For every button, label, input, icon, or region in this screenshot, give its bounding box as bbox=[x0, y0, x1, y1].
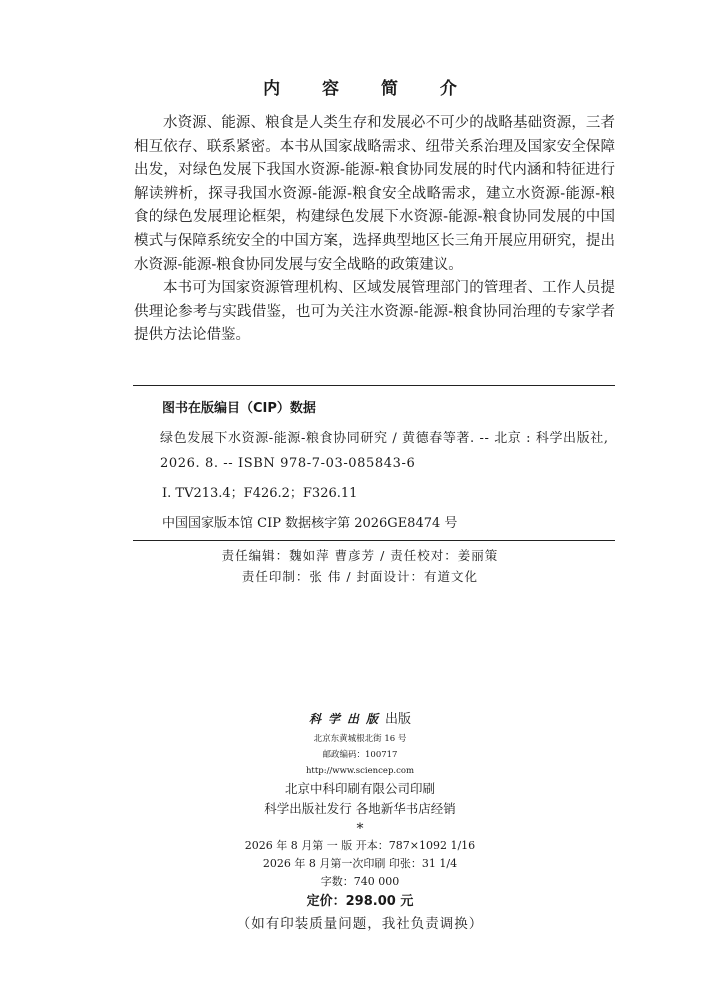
word-count: 字数：740 000 bbox=[320, 875, 400, 888]
intro-paragraph-1: 水资源、能源、粮食是人类生存和发展必不可少的战略基础资源，三者相互依存、联系紧密。本书从国家战略需求、纽带关系治理及国家安全保障出发，对绿色发展下我国水资源-能源-粮食协同发展的时代内涵和特征进行解读辨析，探寻我国水资源-能源-粮食安全战略需求，建立水资源-能源-粮食的绿色发展理论框架，构建绿色发展下水资源-能源-粮食协同发展的中国模式与保障系统安全的中国方案，选择典型地区长三角开展应用研究，提出水资源-能源-粮食协同发展与安全战略的政策建议。 bbox=[134, 115, 615, 273]
printing-line: 2026 年 8 月第一次印刷 印张：31 1/4 bbox=[262, 857, 458, 870]
price: 定价：298.00 元 bbox=[306, 894, 414, 909]
publisher-address: 北京东黄城根北街 16 号 bbox=[313, 734, 407, 744]
publisher-postcode: 邮政编码：100717 bbox=[322, 750, 398, 760]
intro-paragraph-2: 本书可为国家资源管理机构、区域发展管理部门的管理者、工作人员提供理论参考与实践借鉴，也可为关注水资源-能源-粮食协同治理的专家学者提供方法论借鉴。 bbox=[134, 280, 615, 344]
separator-star: * bbox=[356, 821, 364, 837]
publisher-block bbox=[0, 708, 720, 935]
intro-title: 内 容 简 介 bbox=[263, 79, 475, 99]
intro-abstract bbox=[134, 112, 615, 348]
distribution-line: 科学出版社发行 各地新华书店经销 bbox=[264, 801, 456, 816]
cip-description: 绿色发展下水资源-能源-粮食协同研究 / 黄德春等著. -- 北京 : 科学出版社, 2026. 8. -- ISBN 978-7-03-085843-6 bbox=[160, 431, 609, 471]
publisher-logo: 科学出版 bbox=[308, 712, 385, 726]
cip-heading: 图书在版编目（CIP）数据 bbox=[162, 401, 316, 416]
editor-line-2: 责任印制：张 伟 / 封面设计：有道文化 bbox=[241, 569, 479, 584]
cip-classification: Ⅰ. TV213.4；F426.2；F326.11 bbox=[162, 486, 358, 501]
publisher-name bbox=[0, 708, 720, 727]
editorial-credits bbox=[0, 545, 720, 587]
publisher-website: http://www.sciencep.com bbox=[305, 766, 415, 776]
editor-line-1: 责任编辑：魏如萍 曹彦芳 / 责任校对：姜丽策 bbox=[221, 548, 499, 563]
quality-notice: （如有印装质量问题，我社负责调换） bbox=[236, 916, 484, 932]
cip-record-number: 中国国家版本馆 CIP 数据核字第 2026GE8474 号 bbox=[162, 516, 458, 531]
printer-line: 北京中科印刷有限公司印刷 bbox=[284, 781, 435, 796]
edition-line: 2026 年 8 月第 一 版 开本：787×1092 1/16 bbox=[244, 839, 476, 852]
publisher-suffix: 出版 bbox=[385, 712, 412, 727]
